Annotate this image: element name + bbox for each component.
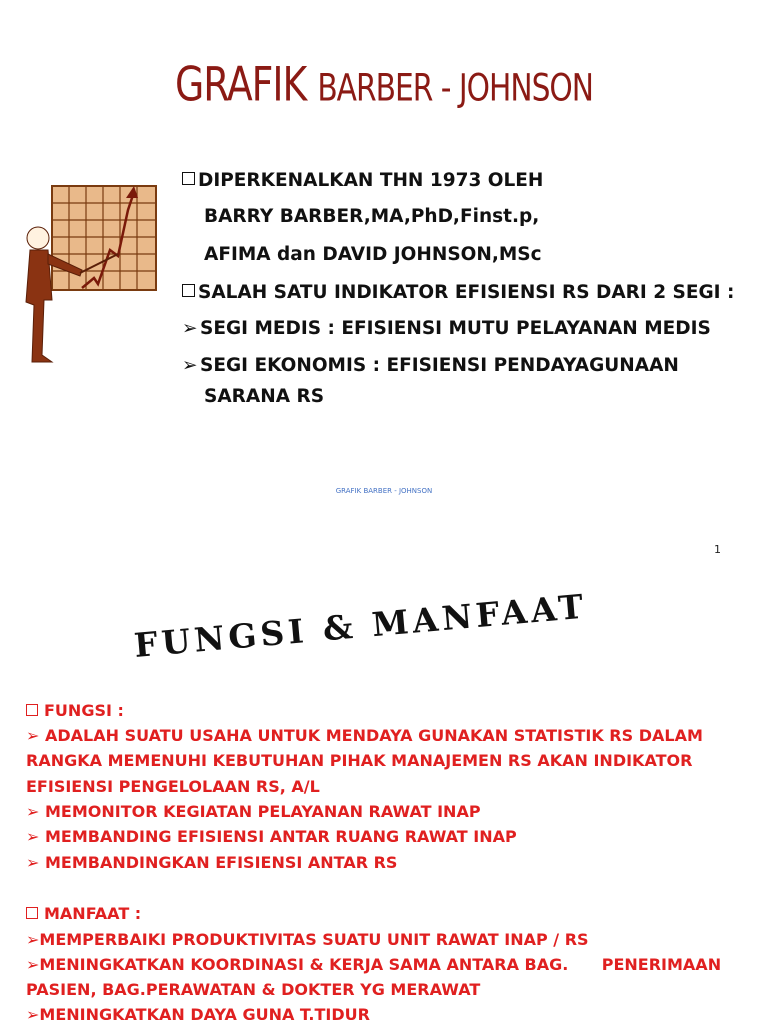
slide-footer: GRAFIK BARBER - JOHNSON xyxy=(335,487,433,495)
bullet-line-6: ➢ SEGI EKONOMIS : EFISIENSI PENDAYAGUNAAN xyxy=(182,355,679,376)
arrow-bullet-icon: ➢ xyxy=(26,853,45,872)
fungsi-line-6: ➢ MEMBANDINGKAN EFISIENSI ANTAR RS xyxy=(26,853,398,872)
bullet-line-5: ➢ SEGI MEDIS : EFISIENSI MUTU PELAYANAN MEDIS xyxy=(182,318,711,339)
fungsi-header: FUNGSI : xyxy=(26,701,124,720)
manfaat-line-1: ➢MEMPERBAIKI PRODUKTIVITAS SUATU UNIT RAWAT INAP / RS xyxy=(26,930,589,949)
fungsi-line-3: EFISIENSI PENGELOLAAN RS, A/L xyxy=(26,777,320,796)
fungsi-line-4: ➢ MEMONITOR KEGIATAN PELAYANAN RAWAT INAP xyxy=(26,802,481,821)
manfaat-header: MANFAAT : xyxy=(26,904,141,923)
checkbox-bullet-icon xyxy=(182,172,195,185)
slide-2-title: FUNGSI & MANFAAT xyxy=(132,586,589,665)
checkbox-bullet-icon xyxy=(26,704,38,716)
bullet-line-7: SARANA RS xyxy=(204,386,325,407)
fungsi-line-2: RANGKA MEMENUHI KEBUTUHAN PIHAK MANAJEMEN RS AKAN INDIKATOR xyxy=(26,751,693,770)
arrow-bullet-icon: ➢ xyxy=(26,726,45,745)
presenter-chart-clipart-icon xyxy=(22,180,162,370)
checkbox-bullet-icon xyxy=(26,907,38,919)
manfaat-line-4: ➢MENINGKATKAN DAYA GUNA T.TIDUR xyxy=(26,1005,370,1024)
manfaat-line-3: PASIEN, BAG.PERAWATAN & DOKTER YG MERAWAT xyxy=(26,980,481,999)
arrow-bullet-icon: ➢ xyxy=(26,955,40,974)
page-number: 1 xyxy=(714,543,721,556)
slide-2 xyxy=(0,570,768,1024)
arrow-bullet-icon: ➢ xyxy=(26,802,45,821)
arrow-bullet-icon: ➢ xyxy=(182,355,198,376)
title-word-grafik: GRAFIK xyxy=(174,57,307,112)
bullet-line-2: BARRY BARBER,MA,PhD,Finst.p, xyxy=(204,206,540,227)
slide-1-title xyxy=(0,57,768,112)
bullet-line-3: AFIMA dan DAVID JOHNSON,MSc xyxy=(204,244,542,265)
arrow-bullet-icon: ➢ xyxy=(26,827,45,846)
bullet-line-1: DIPERKENALKAN THN 1973 OLEH xyxy=(182,170,543,191)
arrow-bullet-icon: ➢ xyxy=(26,1005,40,1024)
fungsi-line-5: ➢ MEMBANDING EFISIENSI ANTAR RUANG RAWAT INAP xyxy=(26,827,517,846)
bullet-line-4: SALAH SATU INDIKATOR EFISIENSI RS DARI 2 SEGI : xyxy=(182,282,734,303)
arrow-bullet-icon: ➢ xyxy=(182,318,198,339)
title-word-barber-johnson: BARBER - JOHNSON xyxy=(317,66,593,110)
fungsi-line-1: ➢ ADALAH SUATU USAHA UNTUK MENDAYA GUNAKAN STATISTIK RS DALAM xyxy=(26,726,703,745)
checkbox-bullet-icon xyxy=(182,284,195,297)
arrow-bullet-icon: ➢ xyxy=(26,930,40,949)
manfaat-line-2: ➢MENINGKATKAN KOORDINASI & KERJA SAMA ANTARA BAG. PENERIMAAN xyxy=(26,955,722,974)
